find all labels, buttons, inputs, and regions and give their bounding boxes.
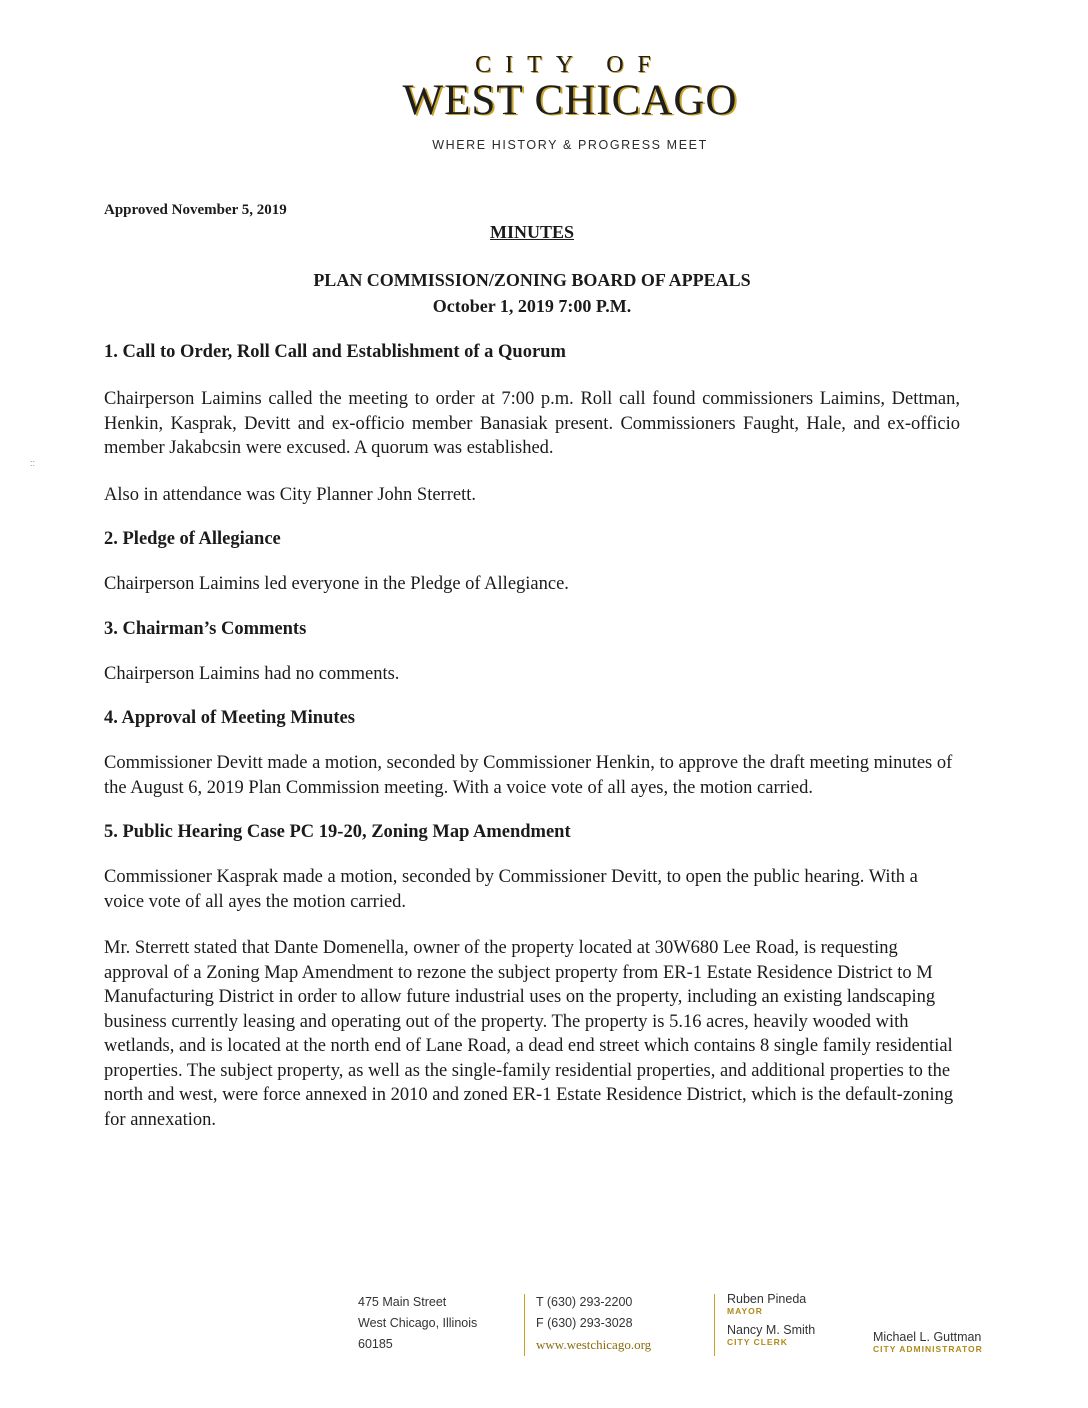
clerk-role: CITY CLERK [727,1337,788,1347]
footer-administrator [873,1330,983,1361]
section-paragraph: Also in attendance was City Planner John Sterrett. [104,484,476,505]
administrator-role: CITY ADMINISTRATOR [873,1344,983,1354]
administrator-name: Michael L. Guttman [873,1330,982,1344]
section-paragraph: Chairperson Laimins led everyone in the Pledge of Allegiance. [104,574,569,594]
section-heading: 1. Call to Order, Roll Call and Establishment of a Quorum [104,342,566,362]
section-paragraph: Chairperson Laimins called the meeting to order at 7:00 p.m. Roll call found commissioners Laimins, Dettman, Henkin, Kasprak, Devitt and ex-officio member Banasiak present. Commissioners Faught, Hale, and ex-officio member Jakabcsin were excused. A quorum was established. [104,389,960,458]
footer-contact [536,1292,651,1355]
section-paragraph: Commissioner Devitt made a motion, seconded by Commissioner Henkin, to approve the draft meeting minutes of the August 6, 2019 Plan Commission meeting. With a voice vote of all ayes, the motion carried. [104,753,953,798]
board-name: PLAN COMMISSION/ZONING BOARD OF APPEALS [313,270,751,290]
letterhead-city-of: CITY OF [475,52,665,78]
clerk-name: Nancy M. Smith [727,1323,816,1337]
footer-officials [727,1292,815,1354]
website-link[interactable]: www.westchicago.org [536,1337,652,1352]
footer-address [358,1292,477,1355]
fax-number: F (630) 293-3028 [536,1316,633,1330]
letterhead [0,52,1088,152]
letterhead-city-name: WEST CHICAGO [402,77,738,124]
minutes-body [104,340,960,1132]
phone-number: T (630) 293-2200 [536,1295,633,1309]
margin-mark: :: [30,458,36,468]
section-heading: 5. Public Hearing Case PC 19-20, Zoning Map Amendment [104,822,571,842]
address-zip: 60185 [358,1337,393,1351]
section-heading: 4. Approval of Meeting Minutes [104,708,355,728]
section-heading: 2. Pledge of Allegiance [104,529,281,549]
letterhead-footer [0,1292,1088,1372]
mayor-role: MAYOR [727,1306,763,1316]
approval-date: Approved November 5, 2019 [104,202,287,218]
footer-divider [714,1294,715,1356]
mayor-name: Ruben Pineda [727,1292,807,1306]
meeting-date: October 1, 2019 7:00 P.M. [432,296,632,316]
section-paragraph: Mr. Sterrett stated that Dante Domenella, owner of the property located at 30W680 Lee Road, is requesting approval of a Zoning Map Amendment to rezone the subject property from ER-1 Estate Residence District to M Manufacturing District in order to allow future industrial uses on the property, including an existing landscaping business currently leasing and operating out of the property. The property is 5.16 acres, heavily wooded with wetlands, and is located at the north end of Lane Road, a dead end street which contains 8 single family residential properties. The subject property, as well as the single-family residential properties, and additional properties to the north and west, were force annexed in 2010 and zoned ER-1 Estate Residence District, which is the default-zoning for annexation. [104,938,954,1130]
address-street: 475 Main Street [358,1295,447,1309]
address-city: West Chicago, Illinois [358,1316,478,1330]
section-paragraph: Chairperson Laimins had no comments. [104,663,400,684]
footer-divider [524,1294,525,1356]
section-heading: 3. Chairman’s Comments [104,618,307,639]
section-paragraph: Commissioner Kasprak made a motion, seconded by Commissioner Devitt, to open the public hearing. With a voice vote of all ayes the motion carried. [104,867,918,912]
letterhead-tagline: WHERE HISTORY & PROGRESS MEET [432,138,708,152]
document-title: MINUTES [489,222,574,242]
